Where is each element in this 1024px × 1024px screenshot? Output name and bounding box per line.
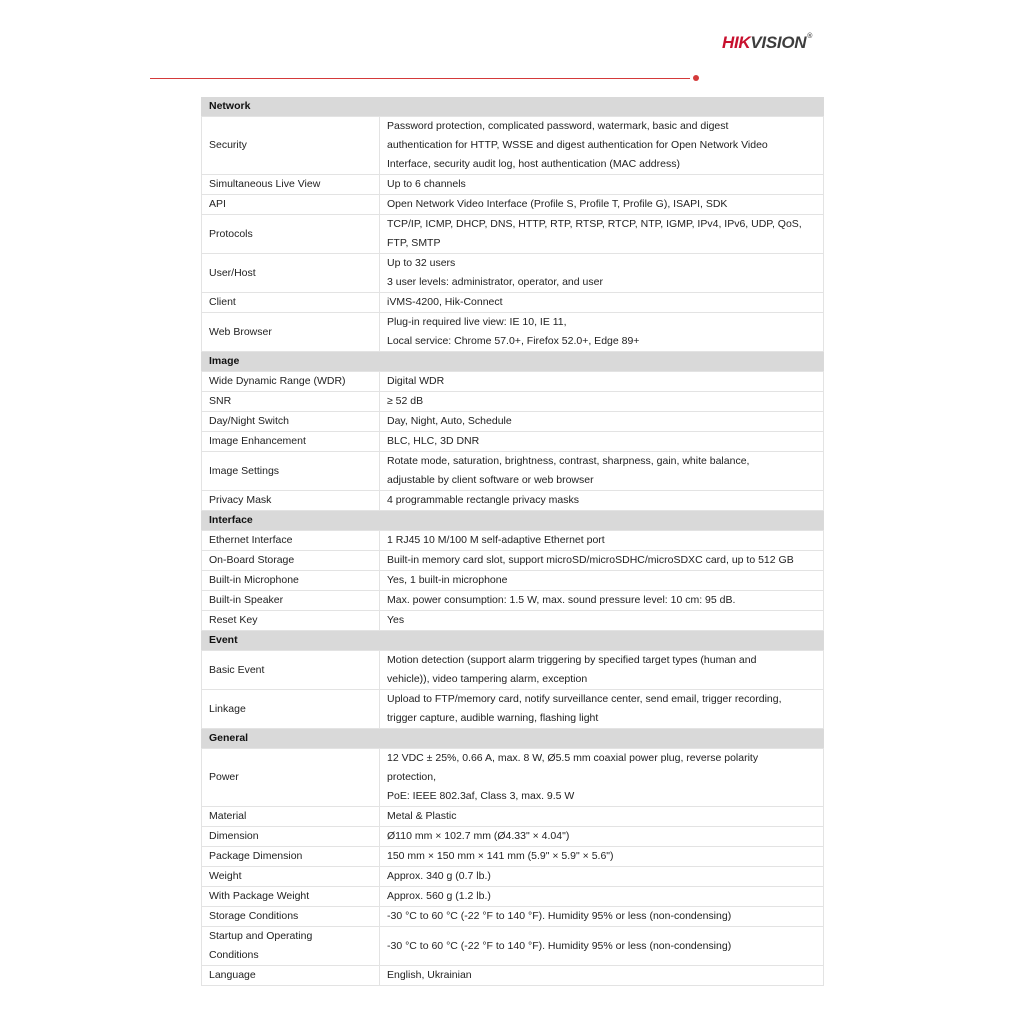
spec-value xyxy=(380,412,824,432)
spec-row xyxy=(202,372,824,392)
spec-value-line: Plug-in required live view: IE 10, IE 11, xyxy=(387,316,567,328)
spec-row xyxy=(202,551,824,571)
spec-value-line: Approx. 340 g (0.7 lb.) xyxy=(387,870,491,882)
section-title: Network xyxy=(202,97,824,117)
spec-value xyxy=(380,591,824,611)
spec-label: Security xyxy=(202,117,380,175)
spec-value xyxy=(380,847,824,867)
spec-value-line: authentication for HTTP, WSSE and digest authentication for Open Network Video xyxy=(387,139,768,151)
spec-value-line: TCP/IP, ICMP, DHCP, DNS, HTTP, RTP, RTSP, RTCP, NTP, IGMP, IPv4, IPv6, UDP, QoS, xyxy=(387,218,802,230)
spec-value-line: Ø110 mm × 102.7 mm (Ø4.33" × 4.04") xyxy=(387,830,570,842)
spec-row xyxy=(202,195,824,215)
spec-value-line: Yes, 1 built-in microphone xyxy=(387,574,508,586)
spec-value xyxy=(380,551,824,571)
spec-value xyxy=(380,452,824,491)
spec-value-line: adjustable by client software or web browser xyxy=(387,474,594,486)
spec-row xyxy=(202,907,824,927)
spec-label: Storage Conditions xyxy=(202,907,380,927)
spec-label: Basic Event xyxy=(202,651,380,690)
spec-row xyxy=(202,117,824,175)
spec-row xyxy=(202,690,824,729)
spec-value xyxy=(380,293,824,313)
spec-label: Image Enhancement xyxy=(202,432,380,452)
spec-value xyxy=(380,372,824,392)
spec-label: Day/Night Switch xyxy=(202,412,380,432)
spec-row xyxy=(202,591,824,611)
section-header-network xyxy=(202,97,824,117)
header-rule xyxy=(150,78,690,79)
spec-row xyxy=(202,651,824,690)
section-header-interface xyxy=(202,511,824,531)
spec-label: Package Dimension xyxy=(202,847,380,867)
spec-value-line: Interface, security audit log, host authentication (MAC address) xyxy=(387,158,680,170)
spec-row xyxy=(202,531,824,551)
section-title: Event xyxy=(202,631,824,651)
hikvision-logo xyxy=(722,33,812,53)
spec-label: Web Browser xyxy=(202,313,380,352)
spec-value-line: Password protection, complicated password, watermark, basic and digest xyxy=(387,120,729,132)
spec-value-line: 1 RJ45 10 M/100 M self-adaptive Ethernet port xyxy=(387,534,605,546)
spec-label: Ethernet Interface xyxy=(202,531,380,551)
spec-row xyxy=(202,887,824,907)
spec-table-body xyxy=(202,97,824,986)
spec-row xyxy=(202,452,824,491)
spec-value-line: Yes xyxy=(387,614,405,626)
spec-value-line: English, Ukrainian xyxy=(387,969,472,981)
spec-value-line: PoE: IEEE 802.3af, Class 3, max. 9.5 W xyxy=(387,790,575,802)
spec-value xyxy=(380,690,824,729)
section-title: Image xyxy=(202,352,824,372)
spec-value-line: protection, xyxy=(387,771,437,783)
spec-value-line: BLC, HLC, 3D DNR xyxy=(387,435,480,447)
spec-value-line: Rotate mode, saturation, brightness, contrast, sharpness, gain, white balance, xyxy=(387,455,750,467)
spec-row xyxy=(202,392,824,412)
spec-row xyxy=(202,412,824,432)
spec-value-line: Up to 32 users xyxy=(387,257,456,269)
spec-row xyxy=(202,927,824,966)
spec-value xyxy=(380,867,824,887)
spec-label: Built-in Microphone xyxy=(202,571,380,591)
spec-label: On-Board Storage xyxy=(202,551,380,571)
spec-value xyxy=(380,531,824,551)
spec-value-line: 12 VDC ± 25%, 0.66 A, max. 8 W, Ø5.5 mm coaxial power plug, reverse polarity xyxy=(387,752,759,764)
spec-value-line: iVMS-4200, Hik-Connect xyxy=(387,296,503,308)
spec-value-line: 150 mm × 150 mm × 141 mm (5.9" × 5.9" × 5.6") xyxy=(387,850,614,862)
spec-value xyxy=(380,611,824,631)
spec-row xyxy=(202,749,824,807)
spec-value-line: Local service: Chrome 57.0+, Firefox 52.0+, Edge 89+ xyxy=(387,335,640,347)
spec-value-line: vehicle)), video tampering alarm, exception xyxy=(387,673,588,685)
spec-value xyxy=(380,651,824,690)
spec-row xyxy=(202,254,824,293)
spec-label: Language xyxy=(202,966,380,986)
spec-row xyxy=(202,175,824,195)
spec-value-line: FTP, SMTP xyxy=(387,237,441,249)
spec-value xyxy=(380,432,824,452)
spec-value-line: Up to 6 channels xyxy=(387,178,466,190)
spec-row xyxy=(202,847,824,867)
spec-row xyxy=(202,313,824,352)
spec-value xyxy=(380,887,824,907)
section-header-event xyxy=(202,631,824,651)
spec-row xyxy=(202,293,824,313)
spec-value xyxy=(380,966,824,986)
spec-label: Dimension xyxy=(202,827,380,847)
spec-label: Startup and Operating Conditions xyxy=(202,927,380,966)
spec-value xyxy=(380,827,824,847)
spec-row xyxy=(202,571,824,591)
spec-value xyxy=(380,491,824,511)
spec-value xyxy=(380,254,824,293)
spec-label: Material xyxy=(202,807,380,827)
spec-row xyxy=(202,807,824,827)
spec-value-line: Built-in memory card slot, support microSD/microSDHC/microSDXC card, up to 512 GB xyxy=(387,554,794,566)
logo-part-hik: HIK xyxy=(722,33,751,52)
spec-label: Client xyxy=(202,293,380,313)
spec-label: With Package Weight xyxy=(202,887,380,907)
spec-value-line: 4 programmable rectangle privacy masks xyxy=(387,494,579,506)
spec-value xyxy=(380,195,824,215)
spec-value-line: Upload to FTP/memory card, notify surveillance center, send email, trigger recording, xyxy=(387,693,782,705)
spec-value xyxy=(380,392,824,412)
spec-value xyxy=(380,749,824,807)
spec-value-line: -30 °C to 60 °C (-22 °F to 140 °F). Humidity 95% or less (non-condensing) xyxy=(387,939,732,952)
spec-label: Simultaneous Live View xyxy=(202,175,380,195)
spec-value xyxy=(380,313,824,352)
spec-label: Power xyxy=(202,749,380,807)
spec-value-line: Metal & Plastic xyxy=(387,810,457,822)
spec-value-line: -30 °C to 60 °C (-22 °F to 140 °F). Humidity 95% or less (non-condensing) xyxy=(387,910,732,922)
spec-value-line: ≥ 52 dB xyxy=(387,395,424,407)
spec-label: Protocols xyxy=(202,215,380,254)
spec-label: API xyxy=(202,195,380,215)
spec-value-line: Day, Night, Auto, Schedule xyxy=(387,415,512,427)
logo-registered-mark: ® xyxy=(807,33,813,40)
spec-label: Image Settings xyxy=(202,452,380,491)
spec-value-line: Digital WDR xyxy=(387,375,445,387)
spec-value-line: Approx. 560 g (1.2 lb.) xyxy=(387,890,491,902)
spec-label: User/Host xyxy=(202,254,380,293)
section-header-general xyxy=(202,729,824,749)
spec-row xyxy=(202,867,824,887)
spec-value xyxy=(380,927,824,966)
section-title: Interface xyxy=(202,511,824,531)
spec-value xyxy=(380,117,824,175)
section-header-image xyxy=(202,352,824,372)
spec-row xyxy=(202,491,824,511)
spec-value-line: Max. power consumption: 1.5 W, max. sound pressure level: 10 cm: 95 dB. xyxy=(387,594,736,606)
spec-label: Wide Dynamic Range (WDR) xyxy=(202,372,380,392)
spec-label: Weight xyxy=(202,867,380,887)
spec-value-line: Open Network Video Interface (Profile S, Profile T, Profile G), ISAPI, SDK xyxy=(387,198,728,210)
spec-row xyxy=(202,827,824,847)
spec-label: Built-in Speaker xyxy=(202,591,380,611)
spec-label: SNR xyxy=(202,392,380,412)
spec-value xyxy=(380,571,824,591)
spec-value xyxy=(380,807,824,827)
spec-value-line: Motion detection (support alarm triggering by specified target types (human and xyxy=(387,654,757,666)
spec-row xyxy=(202,215,824,254)
spec-label: Privacy Mask xyxy=(202,491,380,511)
spec-label: Linkage xyxy=(202,690,380,729)
logo-part-vision: VISION xyxy=(750,33,807,52)
spec-row xyxy=(202,432,824,452)
spec-row xyxy=(202,611,824,631)
spec-value-line: trigger capture, audible warning, flashing light xyxy=(387,712,599,724)
spec-table xyxy=(201,97,824,986)
spec-value xyxy=(380,907,824,927)
spec-row xyxy=(202,966,824,986)
section-title: General xyxy=(202,729,824,749)
spec-label: Reset Key xyxy=(202,611,380,631)
spec-value xyxy=(380,175,824,195)
spec-value-line: 3 user levels: administrator, operator, and user xyxy=(387,276,603,288)
header-rule-dot xyxy=(693,75,699,81)
spec-value xyxy=(380,215,824,254)
